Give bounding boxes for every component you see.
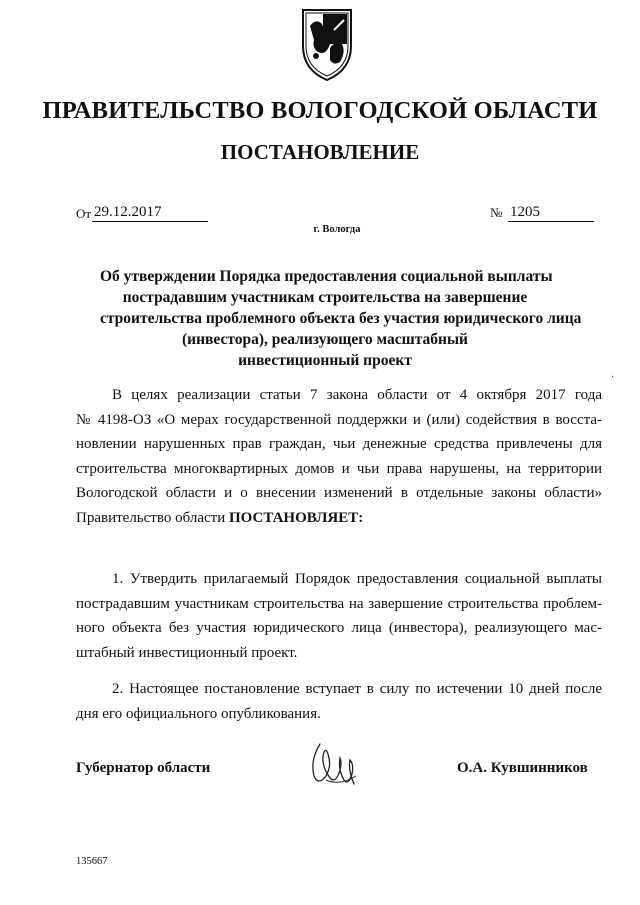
heading-line: пострадавшим участникам строительства на завершение xyxy=(122,289,528,306)
item-1-paragraph xyxy=(76,567,602,665)
paragraph-line xyxy=(76,506,602,531)
page-title: ПРАВИТЕЛЬСТВО ВОЛОГОДСКОЙ ОБЛАСТИ xyxy=(42,97,598,124)
paragraph-line: ного объекта без участия юридического лица (инвестора), реализующего мас- xyxy=(76,620,602,636)
paragraph-line: 2. Настоящее постановление вступает в силу по истечении 10 дней после xyxy=(112,681,602,697)
paragraph-line: № 4198-ОЗ «О мерах государственной поддержки и (или) содействия в восста- xyxy=(76,411,602,428)
date-label: От xyxy=(76,206,92,221)
document-heading xyxy=(100,266,582,371)
document-number: 1205 xyxy=(508,203,594,222)
paragraph-line: дня его официального опубликования. xyxy=(76,705,321,722)
document-type: ПОСТАНОВЛЕНИЕ xyxy=(220,140,420,164)
paragraph-line: новлении нарушенных прав граждан, чьи денежные средства привлечены для xyxy=(76,436,602,452)
number-label: № xyxy=(490,205,503,220)
paragraph-line: пострадавшим участникам строительства на завершение строительства проблем- xyxy=(76,595,602,612)
paragraph-line: В целях реализации статьи 7 закона области от 4 октября 2017 года xyxy=(112,387,602,403)
coat-of-arms-icon xyxy=(300,4,354,82)
paragraph-line: Вологодской области и о внесении изменений в отдельные законы области» xyxy=(76,485,602,501)
heading-line: строительства проблемного объекта без участия юридического лица xyxy=(100,310,582,327)
decree-word: ПОСТАНОВЛЯЕТ: xyxy=(228,509,364,526)
margin-mark: · xyxy=(611,372,615,383)
preamble-paragraph xyxy=(76,383,602,530)
heading-line: Об утверждении Порядка предоставления социальной выплаты xyxy=(100,268,553,285)
paragraph-line: 1. Утвердить прилагаемый Порядок предоставления социальной выплаты xyxy=(112,571,602,587)
paragraph-line: штабный инвестиционный проект. xyxy=(76,644,298,661)
city-label: г. Вологда xyxy=(313,224,361,235)
paragraph-line: строительства многоквартирных домов и чьи права нарушены, на территории xyxy=(76,460,602,477)
item-2-paragraph xyxy=(76,677,602,726)
preamble-end-text: Правительство области xyxy=(76,509,226,526)
document-code: 135667 xyxy=(76,856,108,867)
signature-icon xyxy=(306,740,362,790)
document-date: 29.12.2017 xyxy=(92,203,208,222)
heading-line: (инвестора), реализующего масштабный xyxy=(182,331,468,348)
signatory-name: О.А. Кувшинников xyxy=(457,760,588,776)
signatory-title: Губернатор области xyxy=(76,760,211,776)
heading-line: инвестиционный проект xyxy=(238,352,412,369)
